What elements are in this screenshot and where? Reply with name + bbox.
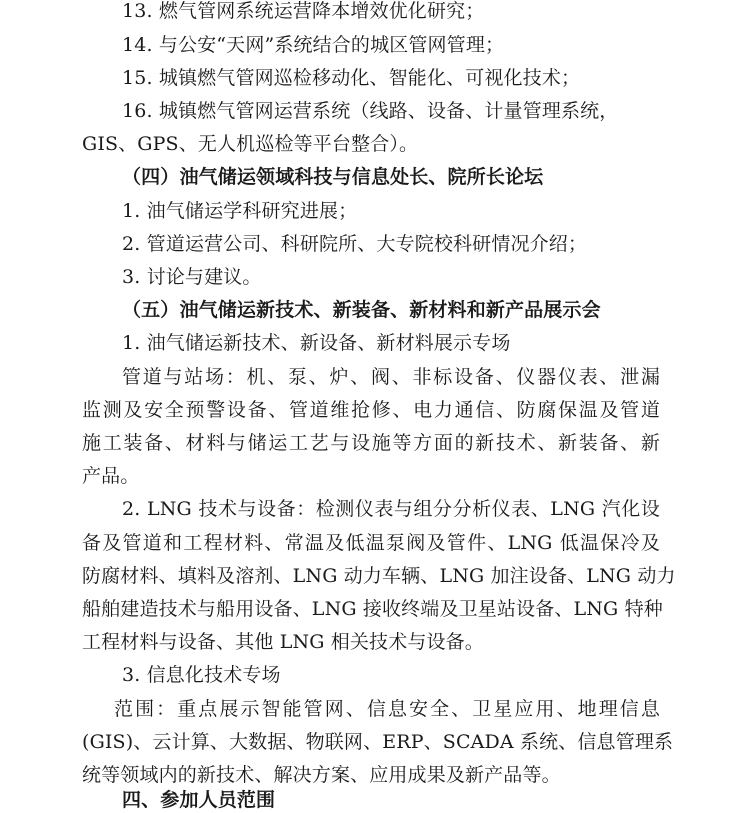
paragraph-scope-line-1: 范围：重点展示智能管网、信息安全、卫星应用、地理信息 <box>114 698 660 720</box>
paragraph-lng-line-2: 备及管道和工程材料、常温及低温泵阀及管件、LNG 低温保冷及 <box>82 532 660 554</box>
paragraph-scope-line-2: (GIS)、云计算、大数据、物联网、ERP、SCADA 系统、信息管理系 <box>82 731 674 753</box>
paragraph-lng-line-1: 2. LNG 技术与设备：检测仪表与组分分析仪表、LNG 汽化设 <box>122 498 660 520</box>
section-heading-5: （五）油气储运新技术、新装备、新材料和新产品展示会 <box>122 299 601 321</box>
list-item-4-1: 1. 油气储运学科研究进展； <box>122 200 358 222</box>
section-heading-participants: 四、参加人员范围 <box>122 789 276 811</box>
paragraph-pipeline-line-3: 施工装备、材料与储运工艺与设施等方面的新技术、新装备、新 <box>82 432 660 454</box>
list-item-14: 14. 与公安“天网”系统结合的城区管网管理； <box>122 34 505 56</box>
list-item-13: 13. 燃气管网系统运营降本增效优化研究； <box>122 0 485 22</box>
paragraph-lng-line-4: 船舶建造技术与船用设备、LNG 接收终端及卫星站设备、LNG 特种 <box>82 598 663 620</box>
paragraph-lng-line-5: 工程材料与设备、其他 LNG 相关技术与设备。 <box>82 631 484 653</box>
section-heading-4: （四）油气储运领域科技与信息处长、院所长论坛 <box>122 166 544 188</box>
paragraph-lng-line-3: 防腐材料、填料及溶剂、LNG 动力车辆、LNG 加注设备、LNG 动力 <box>82 565 676 587</box>
list-item-16: 16. 城镇燃气管网运营系统（线路、设备、计量管理系统， <box>122 100 619 122</box>
paragraph-pipeline-line-1: 管道与站场：机、泵、炉、阀、非标设备、仪器仪表、泄漏 <box>122 366 660 388</box>
paragraph-pipeline-line-4: 产品。 <box>82 465 140 487</box>
paragraph-scope-line-3: 统等领域内的新技术、解决方案、应用成果及新产品等。 <box>82 764 561 786</box>
list-item-5-1: 1. 油气储运新技术、新设备、新材料展示专场 <box>122 332 511 354</box>
list-item-16-continuation: GIS、GPS、无人机巡检等平台整合）。 <box>82 133 419 155</box>
list-item-15: 15. 城镇燃气管网巡检移动化、智能化、可视化技术； <box>122 67 581 89</box>
list-item-5-3: 3. 信息化技术专场 <box>122 664 281 686</box>
list-item-4-3: 3. 讨论与建议。 <box>122 266 262 288</box>
list-item-4-2: 2. 管道运营公司、科研院所、大专院校科研情况介绍； <box>122 233 588 255</box>
paragraph-pipeline-line-2: 监测及安全预警设备、管道维抢修、电力通信、防腐保温及管道 <box>82 399 660 421</box>
